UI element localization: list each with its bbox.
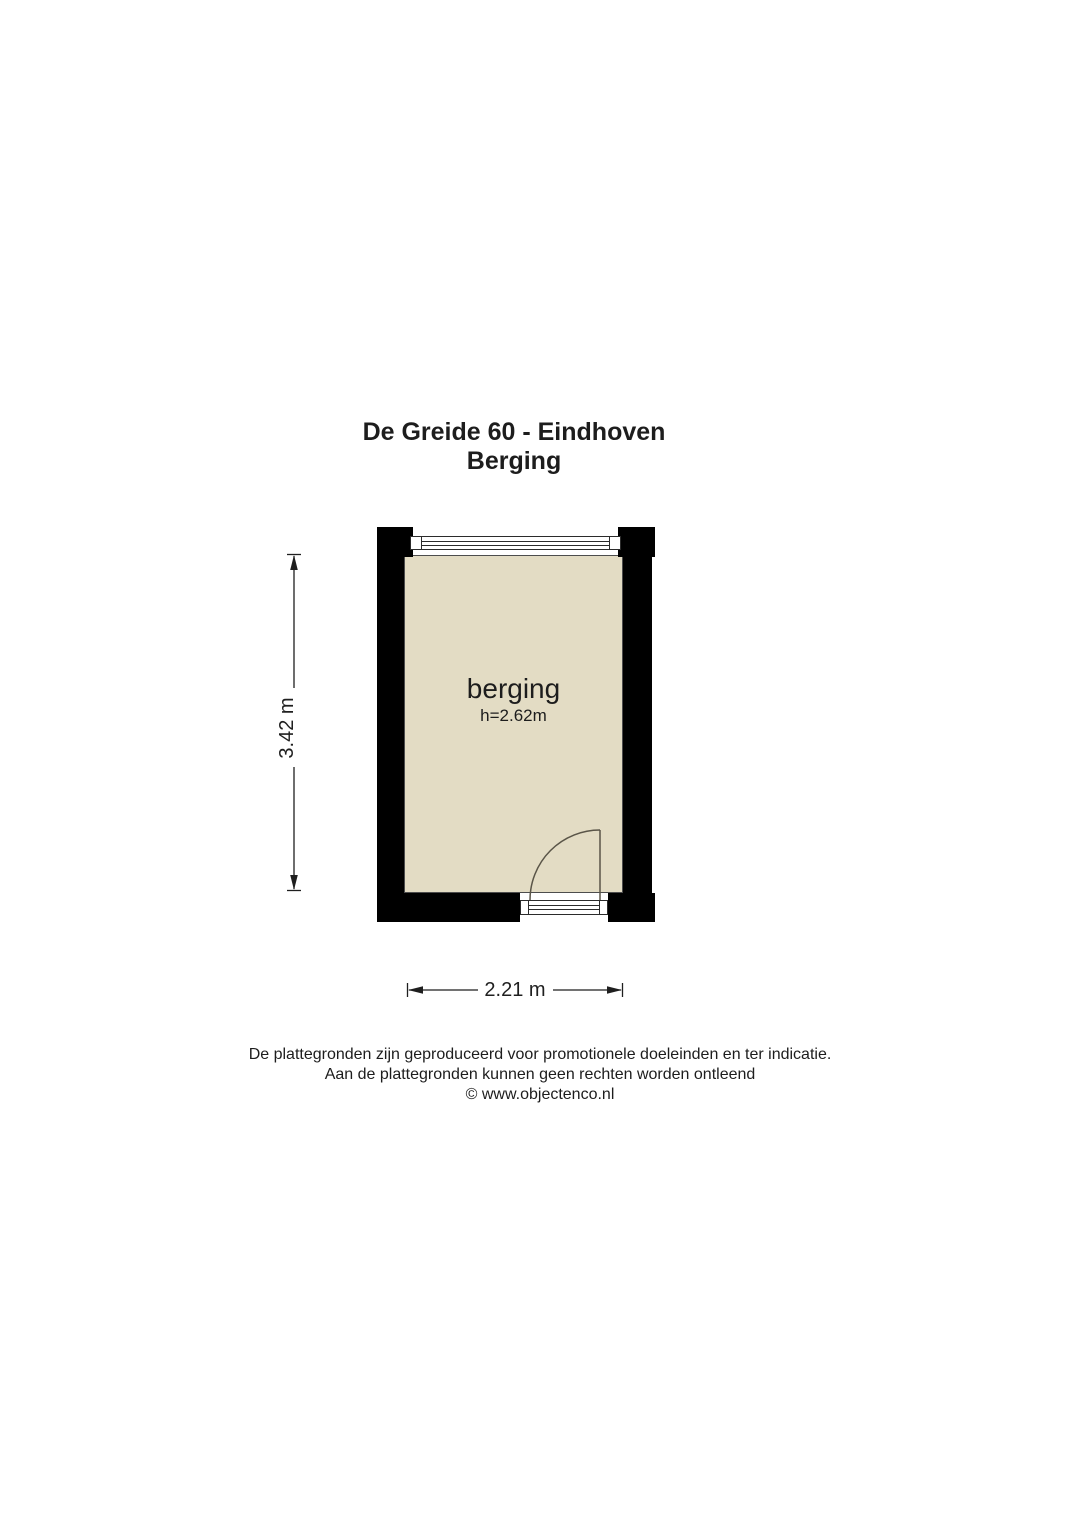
wall-right [623,557,652,893]
wall-left [377,557,404,893]
room-name-label: berging [466,673,561,704]
title-address: De Greide 60 - Eindhoven [362,418,666,446]
wall-top-left-block [377,527,413,557]
dim-horizontal-label: 2.21 m [484,979,546,1001]
dim-vertical-label: 3.42 m [276,697,298,759]
wall-top-right-block [618,527,655,557]
wall-bottom-right-block [608,893,655,922]
disclaimer-line-2: Aan de plattegronden kunnen geen rechten worden ontleend [324,1066,756,1083]
disclaimer-line-3: © www.objectenco.nl [465,1086,615,1103]
disclaimer [0,1045,1080,1105]
room-height-label: h=2.62m [480,706,547,725]
room-label [404,672,623,726]
title-subtitle: Berging [466,447,562,475]
threshold-frame [521,901,608,915]
window-frame [411,537,621,550]
wall-bottom [377,893,520,922]
door-threshold [521,901,608,915]
disclaimer-line-1: De plattegronden zijn geproduceerd voor promotionele doeleinden en ter indicatie. [248,1046,832,1063]
window-top [411,537,621,550]
